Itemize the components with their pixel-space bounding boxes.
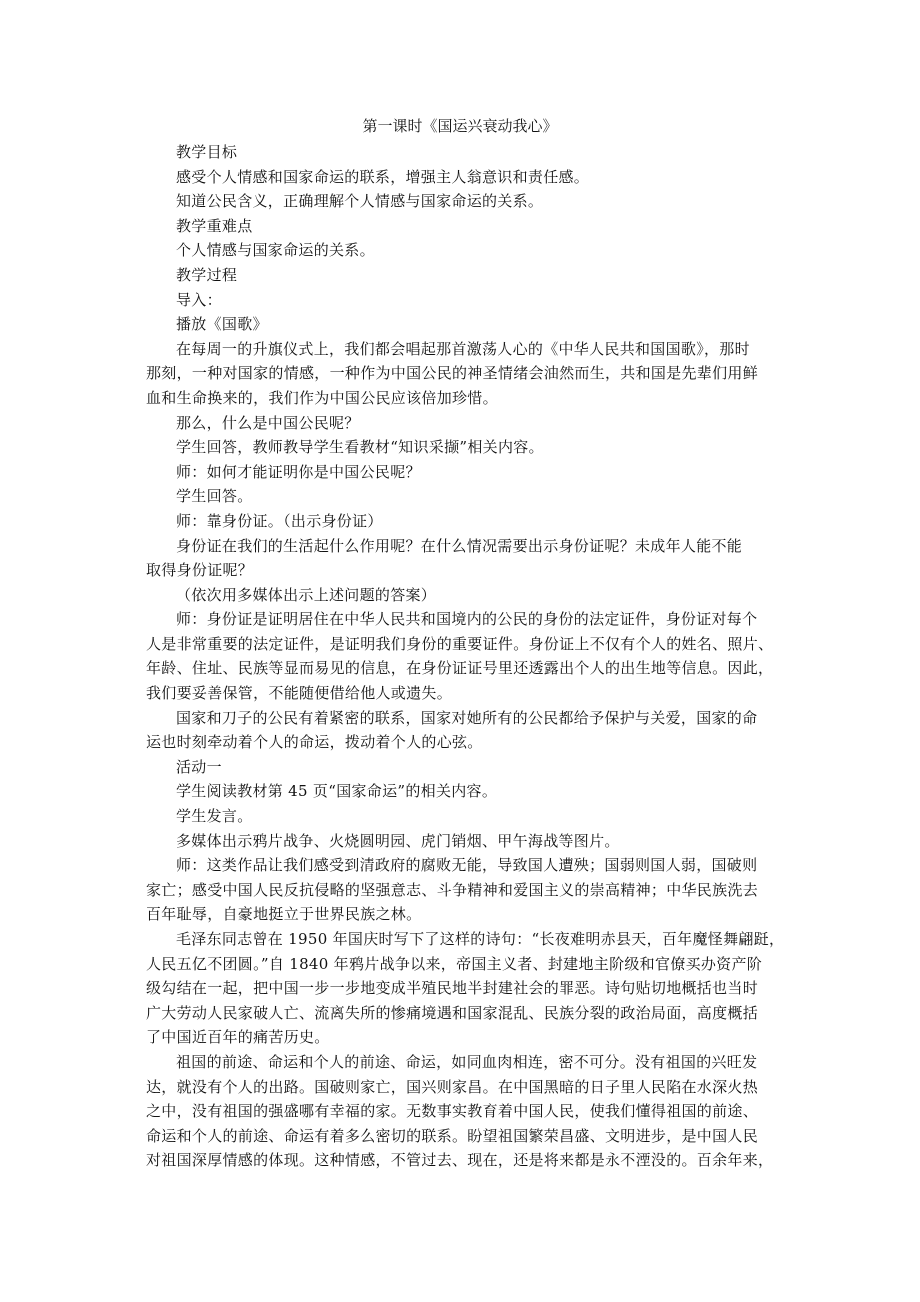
paragraph-line: 学生回答。 [176, 487, 253, 506]
document-body [146, 140, 786, 1173]
paragraph-line: 教学目标 [176, 143, 238, 161]
paragraph-line: 那么，什么是中国公民呢？ [176, 413, 360, 432]
paragraph [146, 583, 786, 608]
paragraph [146, 460, 786, 485]
paragraph-line: 师：身份证是证明居住在中华人民共和国境内的公民的身份的法定证件，身份证对每个 [176, 610, 758, 629]
paragraph [146, 755, 786, 780]
paragraph-line: 我们要妥善保管，不能随便借给他人或遗失。 [146, 684, 453, 703]
paragraph-line: 师：这类作品让我们感受到清政府的腐败无能，导致国人遭殃；国弱则国人弱，国破则 [176, 856, 758, 875]
paragraph-line: 国家和刀子的公民有着紧密的联系，国家对她所有的公民都给予保护与关爱，国家的命 [176, 708, 758, 727]
paragraph-line: 学生阅读教材第 45 页“国家命运”的相关内容。 [176, 782, 498, 801]
paragraph-line: 了中国近百年的痛苦历史。 [146, 1028, 330, 1047]
paragraph-line: 多媒体出示鸦片战争、火烧圆明园、虎门销烟、甲午海战等图片。 [176, 831, 620, 850]
paragraph-line: 导入： [176, 290, 222, 309]
paragraph-line: 那刻，一种对国家的情感，一种作为中国公民的神圣情绪会油然而生，共和国是先辈们用鲜 [146, 364, 759, 383]
paragraph-line: 身份证在我们的生活起什么作用呢？在什么情况需要出示身份证呢？未成年人能不能 [176, 536, 743, 555]
paragraph-line: 人是非常重要的法定证件，是证明我们身份的重要证件。身份证上不仅有个人的姓名、照片、 [146, 634, 774, 653]
paragraph-line: 感受个人情感和国家命运的联系，增强主人翁意识和责任感。 [176, 167, 590, 186]
paragraph-line: 知道公民含义，正确理解个人情感与国家命运的关系。 [176, 192, 544, 211]
paragraph [146, 484, 786, 509]
paragraph-line: 达，就没有个人的出路。国破则家亡，国兴则家昌。在中国黑暗的日子里人民陷在水深火热 [146, 1077, 759, 1096]
paragraph-line: 教学重难点 [176, 216, 253, 235]
paragraph-line: 命运和个人的前途、命运有着多么密切的联系。盼望祖国繁荣昌盛、文明进步，是中国人民 [146, 1126, 759, 1145]
paragraph [146, 337, 786, 411]
paragraph-line: 对祖国深厚情感的体现。这种情感，不管过去、现在，还是将来都是永不湮没的。百余年来， [146, 1151, 774, 1170]
paragraph-line: 百年耻辱，自豪地挺立于世界民族之林。 [146, 905, 422, 924]
paragraph-line: 学生发言。 [176, 807, 253, 826]
paragraph-line: 血和生命换来的，我们作为中国公民应该倍加珍惜。 [146, 388, 498, 407]
paragraph [146, 263, 786, 288]
paragraph [146, 706, 786, 755]
paragraph [146, 779, 786, 804]
paragraph-line: 播放《国歌》 [176, 315, 268, 334]
paragraph-line: 运也时刻牵动着个人的命运，拨动着个人的心弦。 [146, 733, 483, 752]
paragraph [146, 312, 786, 337]
paragraph [146, 189, 786, 214]
paragraph [146, 435, 786, 460]
paragraph [146, 829, 786, 854]
paragraph [146, 214, 786, 239]
paragraph [146, 140, 786, 165]
paragraph [146, 1050, 786, 1173]
paragraph [146, 288, 786, 313]
paragraph [146, 238, 786, 263]
paragraph-line: 广大劳动人民家破人亡、流离失所的惨痛境遇和国家混乱、民族分裂的政治局面，高度概括 [146, 1003, 759, 1022]
paragraph [146, 853, 786, 927]
lesson-title: 第一课时《国运兴衰动我心》 [362, 117, 558, 135]
paragraph-line: 学生回答，教师教导学生看教材“知识采撷”相关内容。 [176, 438, 544, 457]
paragraph-line: 祖国的前途、命运和个人的前途、命运，如同血肉相连，密不可分。没有祖国的兴旺发 [176, 1052, 758, 1071]
paragraph [146, 927, 786, 1050]
paragraph-line: 年龄、住址、民族等显而易见的信息，在身份证证号里还透露出个人的出生地等信息。因此， [146, 659, 774, 678]
paragraph [146, 607, 786, 705]
paragraph-line: 师：靠身份证。（出示身份证） [176, 511, 383, 530]
paragraph [146, 411, 786, 436]
paragraph-line: 取得身份证呢？ [146, 561, 254, 580]
paragraph-line: （依次用多媒体出示上述问题的答案） [176, 585, 437, 604]
paragraph-line: 教学过程 [176, 265, 238, 284]
paragraph [146, 534, 786, 583]
paragraph-line: 师：如何才能证明你是中国公民呢？ [176, 462, 421, 481]
paragraph-line: 家亡；感受中国人民反抗侵略的坚强意志、斗争精神和爱国主义的崇高精神；中华民族洗去 [146, 880, 759, 899]
paragraph [146, 804, 786, 829]
paragraph [146, 509, 786, 534]
paragraph-line: 个人情感与国家命运的关系。 [176, 241, 375, 260]
paragraph-line: 之中，没有祖国的强盛哪有幸福的家。无数事实教育着中国人民，使我们懂得祖国的前途、 [146, 1102, 759, 1121]
paragraph-line: 人民五亿不团圆。”自 1840 年鸦片战争以来，帝国主义者、封建地主阶级和官僚买办资产阶 [146, 954, 763, 973]
paragraph-line: 级勾结在一起，把中国一步一步地变成半殖民地半封建社会的罪恶。诗句贴切地概括也当时 [146, 979, 759, 998]
paragraph-line: 在每周一的升旗仪式上，我们都会唱起那首激荡人心的《中华人民共和国国歌》，那时 [176, 339, 750, 358]
paragraph-line: 活动一 [176, 757, 222, 776]
paragraph [146, 165, 786, 190]
paragraph-line: 毛泽东同志曾在 1950 年国庆时写下了这样的诗句：“长夜难明赤县天，百年魔怪舞翩跹， [176, 930, 785, 948]
